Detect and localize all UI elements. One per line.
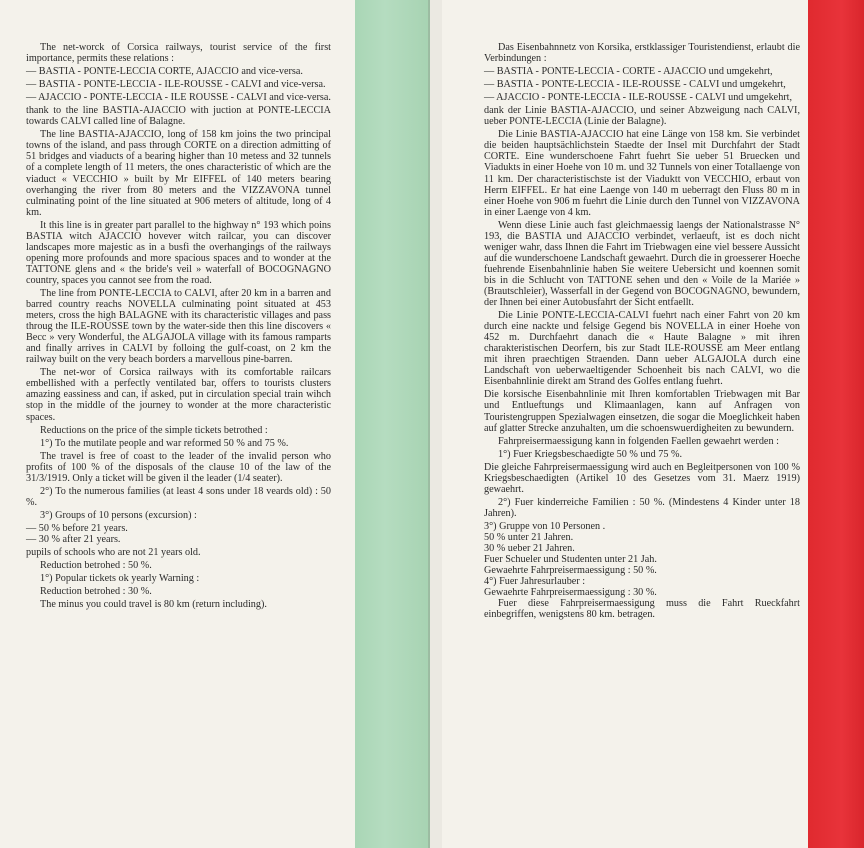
de-paragraph: Fahrpreisermaessigung kann in folgenden Faellen gewaehrt werden : <box>498 435 779 447</box>
de-route-item: — AJACCIO - PONTE-LECCIA - ILE-ROUSSE - CALVI und umgekehrt, <box>484 92 793 104</box>
de-paragraph: Die Linie BASTIA-AJACCIO hat eine Länge von 158 km. Sie verbindet die beiden hauptsächlichstein Staedte der Insel mit Durchfahrt der Stadt CORTE. Eine wunderschoene Fahrt fuehrt Sie ueber 51 Bruecken und Viadukts in einer Hoehe von 10 m. und 32 Tunnels von einer Totallaenge von 11 km. Der characteristischste ist der Viaduktt von VECCHIO, erbaut von Herrn EIFFEL. Er hat eine Laenge von 140 m ueberragt den Fluss 80 m in einer Hoehe von 906 m fuehrt die Linie durch den Tunnel von VIZZAVONA in einer Laenge von 4 km. <box>484 129 800 218</box>
en-route-item: — BASTIA - PONTE-LECCIA CORTE, AJACCIO and vice-versa. <box>26 66 303 78</box>
de-reduction-item: 3°) Gruppe von 10 Personen . <box>484 520 606 532</box>
german-text-column <box>484 42 800 622</box>
red-flag-stripe <box>808 0 864 848</box>
english-text-column <box>26 42 331 612</box>
green-flag-stripe <box>355 0 430 848</box>
en-paragraph: The net-wor of Corsica railways with its comfortable railcars embellished with a perfectly ventilated bar, offers to tourists clusters amazing eassiness and can, if asked, put in circulation special train wihch stop in the middle of the journey to wonder at the more characteristic spaces. <box>26 367 331 423</box>
de-list-item: 30 % ueber 21 Jahren. <box>484 543 575 555</box>
en-paragraph: It this line is in greater part parallel to the highway n° 193 which poins BASTIA witch AJACCIO hovever witch railcar, you can discover landscapes more majestic as in a busfi the overhangings of the railways opening more profounds and more spacious spaces and to wonder at the TATTONE glens and « the bride's veil » waterfall of BOCOGNAGNO country, spaces you cannot see from the road. <box>26 219 331 286</box>
page-fold <box>428 0 430 848</box>
de-reduction-item: 1°) Fuer Kriegsbeschaedigte 50 % und 75 %. <box>498 448 683 460</box>
en-list-item: — 30 % after 21 years. <box>26 533 121 545</box>
de-paragraph: Wenn diese Linie auch fast gleichmaessig laengs der Nationalstrasse N° 193, die BASTIA und AJACCIO verbindet, verlaeuft, ist es doch nicht weniger wahr, dass Ihnen die Fahrt im Triebwagen eine viel bessere Aussicht auf die wunderschoene Landschaft gewaehrt. Durch die in groesserer Hoeche fuehrende Eisenbahnlinie haben Sie weitere Uebersicht und koennen somit bis in die Schlucht von TATTONE sehen und den « Voile de la Mariée » (Brautschleier), Wasserfall in der Gegend von BOCOGNAGNO, bewundern, der Ihnen bei einer Autobusfahrt der Sicht entfaellt. <box>484 219 800 309</box>
en-paragraph: thank to the line BASTIA-AJACCIO with juction at PONTE-LECCIA towards CALVI called line of Balagne. <box>26 105 331 128</box>
de-route-item: — BASTIA - PONTE-LECCIA - ILE-ROUSSE - CALVI und umgekehrt, <box>484 79 786 91</box>
de-route-item: — BASTIA - PONTE-LECCIA - CORTE - AJACCIO und umgekehrt, <box>484 66 773 78</box>
de-paragraph: Gewaehrte Fahrpreisermaessigung : 30 %. <box>484 587 657 599</box>
en-paragraph: The net-worck of Corsica railways, tourist service of the first importance, permits these relations : <box>26 42 331 65</box>
de-paragraph: dank der Linie BASTIA-AJACCIO, und seiner Abzweigung nach CALVI, ueber PONTE-LECCIA (Linie der Balagne). <box>484 105 800 128</box>
en-paragraph: pupils of schools who are not 21 years old. <box>26 547 201 559</box>
de-paragraph: Die Linie PONTE-LECCIA-CALVI fuehrt nach einer Fahrt von 20 km durch eine nackte und felsige Gegend bis NOVELLA in einer Hoehe von 452 m. Durchfaehrt danach die « Haute Balagne » mit ihren charakteristischen Deorfern, bis zur Stadt ILE-ROUSSE am Meer entlang mit ihren praechtigen Straenden. Dann ueber ALGAJOLA durch eine Landschaft von ueberwaeltigender Schoenheit bis nach CALVI, wo die Eisenbahnlinie direkt am Strand des Golfes entlang fuehrt. <box>484 310 800 388</box>
en-reduction-item: 1°) To the mutilate people and war reformed 50 % and 75 %. <box>40 437 289 449</box>
de-reduction-item: 4°) Fuer Jahresurlauber : <box>484 576 586 588</box>
en-reduction-item: 2°) To the numerous families (at least 4 sons under 18 veards old) : 50 %. <box>26 485 331 508</box>
de-reduction-item: 2°) Fuer kinderreiche Familien : 50 %. (Mindestens 4 Kinder unter 18 Jahren). <box>484 496 800 519</box>
en-reduction-item: 3°) Groups of 10 persons (excursion) : <box>40 509 197 521</box>
de-paragraph: Fuer diese Fahrpreisermaessigung muss die Fahrt Rueckfahrt einbegriffen, wenigstens 80 km. betragen. <box>484 598 800 621</box>
white-flag-stripe <box>430 0 442 848</box>
en-paragraph: Reductions on the price of the simple tickets betrothed : <box>40 424 268 436</box>
en-paragraph: The line from PONTE-LECCIA to CALVI, after 20 km in a barren and barred country reachs NOVELLA culminating point situated at 453 meters, cross the high BALAGNE with its characteristic villages and pass throug the ILE-ROUSSE town by the water-side then this line discovers « Becc » very Wonderful, the ALGAJOLA village with its famous ramparts and finally arrives in CALVI by folloing the gulf-coast, on 2 km the railway built on the very beach borders a marvellous pine-barren. <box>26 287 331 366</box>
en-list-item: — 50 % before 21 years. <box>26 522 128 534</box>
en-paragraph: The travel is free of coast to the leader of the invalid person who profits of 100 % of the disposals of the clause 10 of the law of the 31/3/1919. Only a ticket will be given il the leader (1/4 seater). <box>26 450 331 484</box>
en-reduction-item: 1°) Popular tickets ok yearly Warning : <box>40 573 200 585</box>
de-list-item: 50 % unter 21 Jahren. <box>484 531 574 543</box>
en-paragraph: The minus you could travel is 80 km (return including). <box>40 599 267 611</box>
en-paragraph: Reduction betrohed : 30 %. <box>40 586 152 598</box>
en-paragraph: Reduction betrohed : 50 %. <box>40 560 152 572</box>
de-paragraph: Gewaehrte Fahrpreisermaessigung : 50 %. <box>484 565 657 577</box>
de-paragraph: Die korsische Eisenbahnlinie mit Ihren komfortablen Triebwagen mit Bar und Entlueftungs und Klimaanlagen, kann auf Anfragen von Touristengruppen Spezialwagen einsetzen, die sogar die Moeglichkeit haben auf glatter Strecke anzuhalten, um die schoenswuerdigheiten zu bewundern. <box>484 389 800 434</box>
en-route-item: — AJACCIO - PONTE-LECCIA - ILE ROUSSE - CALVI and vice-versa. <box>26 92 331 104</box>
de-paragraph: Die gleiche Fahrpreisermaessigung wird auch en Begleitpersonen von 100 % Kriegsbeschaedigten (Artikel 10 des Gesetzes vom 31. Maerz 1919) gewaehrt. <box>484 461 800 495</box>
en-route-item: — BASTIA - PONTE-LECCIA - ILE-ROUSSE - CALVI and vice-versa. <box>26 79 326 91</box>
de-paragraph: Fuer Schueler und Studenten unter 21 Jah. <box>484 554 657 566</box>
en-paragraph: The line BASTIA-AJACCIO, long of 158 km joins the two principal towns of the island, and pass through CORTE on a direction admitting of 51 bridges and viaducts of a bearing higher than 10 metess and 32 tunnels of a complete length of 11 meters, the ones characteristic of which are the viaduct « VECCHIO » built by Mr EIFFEL of 140 meters bearing overhanging the river from 80 meters and the VIZZAVONA tunnel culminating point of the line situated at 906 meters of altitude, long of 4 km. <box>26 129 331 218</box>
de-paragraph: Das Eisenbahnnetz von Korsika, erstklassiger Touristendienst, erlaubt die Verbindungen : <box>484 42 800 65</box>
